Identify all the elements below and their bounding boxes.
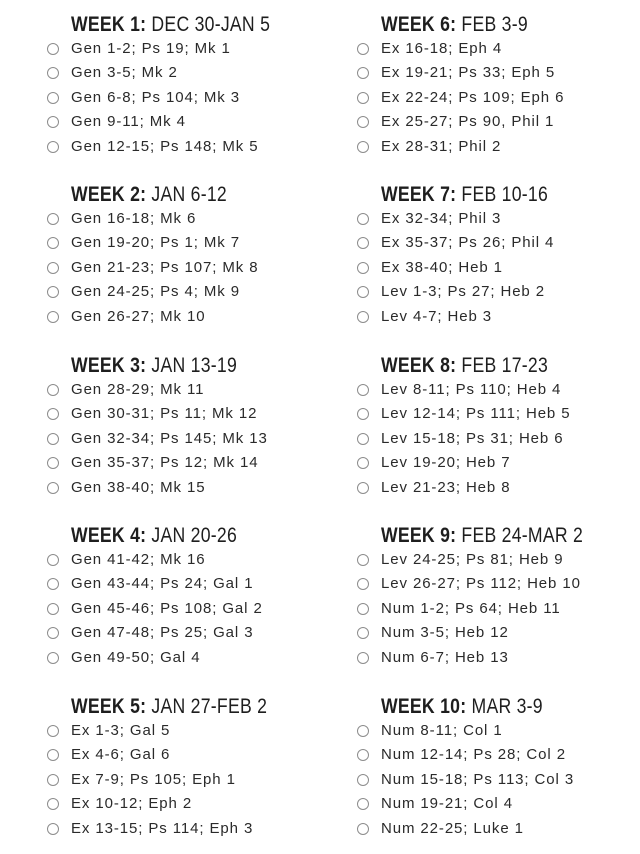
reading-item[interactable] <box>47 111 347 133</box>
reading-text: Gen 16-18; Mk 6 <box>71 210 197 227</box>
reading-item[interactable] <box>47 281 347 303</box>
checkbox-circle-icon[interactable] <box>47 67 59 79</box>
reading-item[interactable] <box>357 208 640 230</box>
reading-item[interactable] <box>357 306 640 328</box>
reading-item[interactable] <box>47 647 347 669</box>
reading-item[interactable] <box>357 549 640 571</box>
reading-item[interactable] <box>47 428 347 450</box>
reading-text: Gen 12-15; Ps 148; Mk 5 <box>71 137 259 155</box>
week-dates: FEB 24-MAR 2 <box>461 524 584 547</box>
reading-text: Gen 43-44; Ps 24; Gal 1 <box>71 575 254 593</box>
week-title <box>381 693 543 721</box>
reading-text: Num 3-5; Heb 12 <box>381 624 509 642</box>
reading-item[interactable] <box>357 598 640 620</box>
checkbox-circle-icon[interactable] <box>47 554 59 566</box>
reading-item[interactable] <box>357 818 640 840</box>
checkbox-circle-icon[interactable] <box>357 652 369 664</box>
reading-text: Ex 7-9; Ps 105; Eph 1 <box>71 770 236 788</box>
reading-text: Gen 1-2; Ps 19; Mk 1 <box>71 40 231 57</box>
checkbox-circle-icon[interactable] <box>357 384 369 396</box>
reading-text: Lev 21-23; Heb 8 <box>381 478 511 496</box>
checkbox-circle-icon[interactable] <box>357 408 369 420</box>
checkbox-circle-icon[interactable] <box>47 384 59 396</box>
reading-item[interactable] <box>357 281 640 303</box>
week-label: WEEK 4: <box>71 524 147 547</box>
reading-item[interactable] <box>357 428 640 450</box>
reading-text: Gen 38-40; Mk 15 <box>71 478 206 496</box>
reading-text: Ex 22-24; Ps 109; Eph 6 <box>381 88 565 106</box>
reading-text: Num 1-2; Ps 64; Heb 11 <box>381 599 561 617</box>
checkbox-circle-icon[interactable] <box>47 774 59 786</box>
reading-item[interactable] <box>357 38 640 60</box>
week-label: WEEK 7: <box>381 183 457 206</box>
week-title <box>71 11 270 39</box>
checkbox-circle-icon[interactable] <box>357 774 369 786</box>
reading-text: Gen 19-20; Ps 1; Mk 7 <box>71 234 240 252</box>
reading-text: Ex 1-3; Gal 5 <box>71 722 171 739</box>
reading-item[interactable] <box>47 257 347 279</box>
checkbox-circle-icon[interactable] <box>47 823 59 835</box>
reading-item[interactable] <box>47 720 347 742</box>
checkbox-circle-icon[interactable] <box>357 554 369 566</box>
week-title <box>381 522 583 550</box>
checkbox-circle-icon[interactable] <box>47 725 59 737</box>
checkbox-circle-icon[interactable] <box>357 262 369 274</box>
week-dates: JAN 27-FEB 2 <box>151 695 268 718</box>
week-dates: JAN 13-19 <box>151 354 238 377</box>
week-title <box>71 181 227 209</box>
reading-item[interactable] <box>47 549 347 571</box>
reading-text: Gen 49-50; Gal 4 <box>71 648 201 666</box>
reading-text: Gen 30-31; Ps 11; Mk 12 <box>71 405 258 423</box>
week-title <box>71 352 237 380</box>
reading-text: Lev 24-25; Ps 81; Heb 9 <box>381 551 564 568</box>
checkbox-circle-icon[interactable] <box>47 408 59 420</box>
checkbox-circle-icon[interactable] <box>357 725 369 737</box>
reading-item[interactable] <box>357 477 640 499</box>
reading-item[interactable] <box>357 87 640 109</box>
reading-item[interactable] <box>47 622 347 644</box>
week-label: WEEK 10: <box>381 695 467 718</box>
reading-item[interactable] <box>357 257 640 279</box>
checkbox-circle-icon[interactable] <box>47 482 59 494</box>
reading-item[interactable] <box>357 744 640 766</box>
reading-text: Lev 15-18; Ps 31; Heb 6 <box>381 429 564 447</box>
week-label: WEEK 3: <box>71 354 147 377</box>
checkbox-circle-icon[interactable] <box>47 43 59 55</box>
reading-item[interactable] <box>47 403 347 425</box>
checkbox-circle-icon[interactable] <box>357 213 369 225</box>
reading-text: Gen 3-5; Mk 2 <box>71 64 178 82</box>
reading-item[interactable] <box>357 452 640 474</box>
checkbox-circle-icon[interactable] <box>357 457 369 469</box>
reading-item[interactable] <box>47 573 347 595</box>
reading-text: Ex 10-12; Eph 2 <box>71 795 193 813</box>
checkbox-circle-icon[interactable] <box>357 141 369 153</box>
week-dates: JAN 20-26 <box>151 524 238 547</box>
week-label: WEEK 9: <box>381 524 457 547</box>
reading-text: Gen 45-46; Ps 108; Gal 2 <box>71 599 263 617</box>
reading-text: Num 19-21; Col 4 <box>381 795 513 813</box>
reading-item[interactable] <box>357 136 640 158</box>
checkbox-circle-icon[interactable] <box>47 749 59 761</box>
reading-item[interactable] <box>47 818 347 840</box>
reading-item[interactable] <box>47 477 347 499</box>
reading-text: Gen 41-42; Mk 16 <box>71 551 206 568</box>
reading-text: Ex 28-31; Phil 2 <box>381 137 502 155</box>
checkbox-circle-icon[interactable] <box>47 92 59 104</box>
week-dates: MAR 3-9 <box>471 695 543 718</box>
reading-item[interactable] <box>47 379 347 401</box>
week-label: WEEK 8: <box>381 354 457 377</box>
reading-item[interactable] <box>47 793 347 815</box>
checkbox-circle-icon[interactable] <box>357 43 369 55</box>
checkbox-circle-icon[interactable] <box>47 433 59 445</box>
reading-text: Gen 24-25; Ps 4; Mk 9 <box>71 283 240 301</box>
reading-item[interactable] <box>47 452 347 474</box>
reading-item[interactable] <box>47 87 347 109</box>
week-title <box>381 352 548 380</box>
reading-text: Ex 4-6; Gal 6 <box>71 746 171 764</box>
reading-item[interactable] <box>357 62 640 84</box>
reading-item[interactable] <box>47 744 347 766</box>
checkbox-circle-icon[interactable] <box>357 603 369 615</box>
reading-text: Num 6-7; Heb 13 <box>381 648 509 666</box>
reading-item[interactable] <box>357 379 640 401</box>
reading-item[interactable] <box>47 208 347 230</box>
reading-text: Ex 13-15; Ps 114; Eph 3 <box>71 819 254 837</box>
reading-item[interactable] <box>357 720 640 742</box>
checkbox-circle-icon[interactable] <box>47 311 59 323</box>
checkbox-circle-icon[interactable] <box>357 798 369 810</box>
reading-text: Gen 26-27; Mk 10 <box>71 307 206 325</box>
reading-text: Gen 21-23; Ps 107; Mk 8 <box>71 258 259 276</box>
reading-text: Num 8-11; Col 1 <box>381 722 503 739</box>
reading-item[interactable] <box>47 769 347 791</box>
checkbox-circle-icon[interactable] <box>47 141 59 153</box>
checkbox-circle-icon[interactable] <box>47 627 59 639</box>
week-label: WEEK 5: <box>71 695 147 718</box>
reading-item[interactable] <box>357 111 640 133</box>
week-title <box>381 11 528 39</box>
checkbox-circle-icon[interactable] <box>357 67 369 79</box>
week-label: WEEK 2: <box>71 183 147 206</box>
checkbox-circle-icon[interactable] <box>357 237 369 249</box>
checkbox-circle-icon[interactable] <box>357 92 369 104</box>
reading-item[interactable] <box>357 793 640 815</box>
reading-text: Lev 19-20; Heb 7 <box>381 454 511 472</box>
reading-text: Lev 8-11; Ps 110; Heb 4 <box>381 381 562 398</box>
week-title <box>71 693 267 721</box>
reading-text: Ex 25-27; Ps 90, Phil 1 <box>381 113 555 131</box>
checkbox-circle-icon[interactable] <box>47 262 59 274</box>
reading-text: Gen 47-48; Ps 25; Gal 3 <box>71 624 254 642</box>
checkbox-circle-icon[interactable] <box>357 116 369 128</box>
checkbox-circle-icon[interactable] <box>357 823 369 835</box>
reading-text: Num 12-14; Ps 28; Col 2 <box>381 746 566 764</box>
checkbox-circle-icon[interactable] <box>357 482 369 494</box>
reading-text: Num 22-25; Luke 1 <box>381 819 524 837</box>
checkbox-circle-icon[interactable] <box>357 286 369 298</box>
checkbox-circle-icon[interactable] <box>47 286 59 298</box>
checkbox-circle-icon[interactable] <box>47 237 59 249</box>
reading-item[interactable] <box>47 62 347 84</box>
reading-text: Ex 32-34; Phil 3 <box>381 210 502 227</box>
reading-item[interactable] <box>357 769 640 791</box>
checkbox-circle-icon[interactable] <box>47 652 59 664</box>
checkbox-circle-icon[interactable] <box>47 116 59 128</box>
reading-text: Gen 9-11; Mk 4 <box>71 113 186 131</box>
week-dates: DEC 30-JAN 5 <box>151 13 271 36</box>
reading-item[interactable] <box>47 38 347 60</box>
week-dates: JAN 6-12 <box>151 183 227 206</box>
checkbox-circle-icon[interactable] <box>47 798 59 810</box>
reading-item[interactable] <box>357 647 640 669</box>
reading-text: Gen 28-29; Mk 11 <box>71 381 205 398</box>
week-title <box>381 181 548 209</box>
reading-text: Ex 19-21; Ps 33; Eph 5 <box>381 64 556 82</box>
reading-text: Lev 1-3; Ps 27; Heb 2 <box>381 283 545 301</box>
reading-text: Ex 35-37; Ps 26; Phil 4 <box>381 234 555 252</box>
checkbox-circle-icon[interactable] <box>357 433 369 445</box>
reading-item[interactable] <box>47 306 347 328</box>
reading-text: Lev 4-7; Heb 3 <box>381 307 492 325</box>
week-title <box>71 522 237 550</box>
reading-item[interactable] <box>357 403 640 425</box>
reading-item[interactable] <box>47 598 347 620</box>
reading-text: Lev 26-27; Ps 112; Heb 10 <box>381 575 581 593</box>
checkbox-circle-icon[interactable] <box>47 578 59 590</box>
week-label: WEEK 6: <box>381 13 457 36</box>
reading-text: Gen 32-34; Ps 145; Mk 13 <box>71 429 268 447</box>
reading-item[interactable] <box>47 136 347 158</box>
week-label: WEEK 1: <box>71 13 147 36</box>
reading-text: Gen 35-37; Ps 12; Mk 14 <box>71 454 259 472</box>
reading-item[interactable] <box>357 573 640 595</box>
reading-text: Gen 6-8; Ps 104; Mk 3 <box>71 88 240 106</box>
checkbox-circle-icon[interactable] <box>357 311 369 323</box>
checkbox-circle-icon[interactable] <box>357 749 369 761</box>
week-dates: FEB 3-9 <box>461 13 528 36</box>
reading-item[interactable] <box>357 622 640 644</box>
reading-text: Lev 12-14; Ps 111; Heb 5 <box>381 405 571 423</box>
checkbox-circle-icon[interactable] <box>47 213 59 225</box>
reading-text: Ex 16-18; Eph 4 <box>381 40 503 57</box>
week-dates: FEB 10-16 <box>461 183 549 206</box>
reading-text: Ex 38-40; Heb 1 <box>381 258 503 276</box>
reading-item[interactable] <box>357 232 640 254</box>
checkbox-circle-icon[interactable] <box>47 603 59 615</box>
reading-text: Num 15-18; Ps 113; Col 3 <box>381 770 575 788</box>
checkbox-circle-icon[interactable] <box>357 627 369 639</box>
checkbox-circle-icon[interactable] <box>357 578 369 590</box>
checkbox-circle-icon[interactable] <box>47 457 59 469</box>
reading-item[interactable] <box>47 232 347 254</box>
week-dates: FEB 17-23 <box>461 354 549 377</box>
